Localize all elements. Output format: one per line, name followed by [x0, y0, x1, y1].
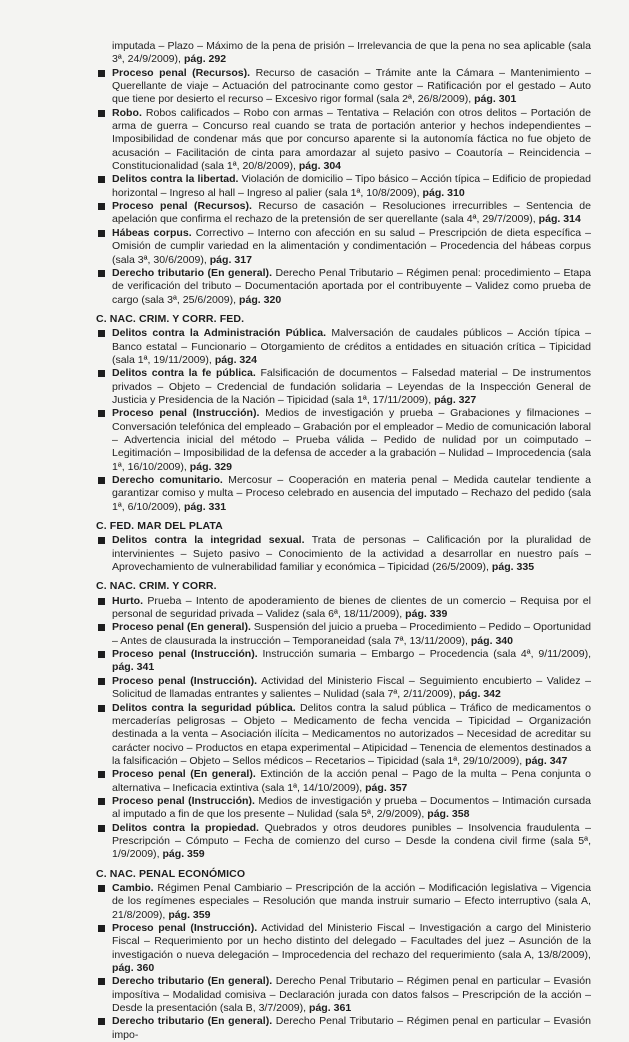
court-section	[96, 868, 591, 1042]
entry-text: Medios de investigación y prueba – Grabaciones y filmaciones – Conversación telefónica del empleado – Grabación por el empleador – Medio de comunicación laboral – Advertencia inicial del método – Prueba válida – Pedido de nulidad por un coimputado – Legitimación – Imposibilidad de la defensa de acceder a la grabación – Nulidad – Improcedencia (sala 1ª, 16/10/2009),	[112, 407, 591, 473]
court-section	[96, 67, 591, 307]
index-entry	[96, 200, 591, 227]
page-reference: pág. 317	[209, 253, 252, 266]
entry-text: Extinción de la acción penal – Pago de la multa – Pena conjunta o alternativa – Ineficacia extintiva (sala 1ª, 14/10/2009),	[112, 768, 591, 794]
court-heading: C. NAC. CRIM. Y CORR.	[96, 580, 217, 593]
entry-topic: Delitos contra la propiedad.	[112, 821, 259, 834]
bullet-square-icon	[98, 885, 105, 892]
entry-topic: Robo.	[112, 106, 142, 119]
index-entry	[96, 702, 591, 769]
page-reference: pág. 341	[112, 661, 155, 674]
index-entry	[96, 227, 591, 267]
court-heading: C. FED. MAR DEL PLATA	[96, 520, 223, 533]
entry-text: Falsificación de documentos – Falsedad material – De instrumentos privados – Objeto – Credencial de fundación solidaria – Leyendas de la Inspección General de Justicia y Presidencia de la Nación – Tipicidad (sala 1ª, 17/11/2009),	[112, 367, 591, 406]
entry-text: imputada – Plazo – Máximo de la pena de prisión – Irrelevancia de que la pena no sea aplicable (sala 3ª, 24/9/2009),	[112, 40, 591, 66]
page-reference: pág. 360	[112, 962, 155, 975]
bullet-square-icon	[98, 925, 105, 932]
page-reference: pág. 329	[189, 460, 233, 473]
court-section	[96, 580, 591, 861]
bullet-square-icon	[98, 624, 105, 631]
index-entry	[96, 768, 591, 795]
page-reference: pág. 357	[365, 781, 408, 794]
bullet-square-icon	[98, 537, 105, 544]
entry-topic: Hábeas corpus.	[112, 226, 192, 239]
page-reference: pág. 331	[183, 500, 227, 513]
entry-text: Violación de domicilio – Tipo básico – Acción típica – Edificio de propiedad horizontal – Ingreso al hall – Ingreso al palier (sala 1ª, 10/8/2009),	[112, 173, 591, 199]
entry-topic: Proceso penal (Instrucción).	[112, 794, 255, 807]
entry-topic: Proceso penal (Recursos).	[112, 66, 251, 79]
bullet-square-icon	[98, 370, 105, 377]
index-entry	[96, 882, 591, 922]
court-heading: C. NAC. PENAL ECONÓMICO	[96, 867, 246, 880]
bullet-square-icon	[98, 410, 105, 417]
page-reference: pág. 359	[168, 908, 211, 921]
entry-text: Derecho Penal Tributario – Régimen penal en particular – Evasión imposítiva – Modalidad comisiva – Declaración jurada con datos falsos – Prescripción de la acción – Desde la presentación (sala B, 3/7/2009),	[112, 975, 591, 1015]
entry-topic: Delitos contra la Administración Pública.	[112, 327, 327, 340]
entry-text: Actividad del Ministerio Fiscal – Seguimiento encubierto – Validez – Solicitud de llamadas entrantes y salientes – Nulidad (sala 7ª, 2/11/2009),	[112, 674, 592, 701]
page-reference: pág. 361	[309, 1002, 352, 1015]
index-entry	[96, 107, 591, 174]
bullet-square-icon	[98, 270, 105, 277]
entry-text: Derecho Penal Tributario – Régimen penal: procedimiento – Etapa de verificación del tributo – Documentación aportada por el contribuyente – Validez como prueba de cargo (sala 3ª, 25/6/2009),	[112, 266, 592, 306]
entry-text: Prueba – Intento de apoderamiento de bienes de clientes de un comercio – Requisa por el personal de seguridad privada – Validez (sala 6ª, 18/11/2009),	[112, 594, 591, 621]
page-reference: pág. 292	[183, 53, 227, 66]
entry-text: Robos calificados – Robo con armas – Tentativa – Relación con otros delitos – Portación de arma de guerra – Concurso real cuando se trata de portación anterior y hechos independientes – Imposibilidad de condenar más que por concurso aparente si la autonomía fáctica no fue objeto de acusación – Facilitación de cinta para amordazar al sujeto pasivo – Coautoría – Reincidencia – Constitucionalidad (sala 1ª, 20/8/2009),	[112, 106, 591, 173]
entry-text: Recurso de casación – Trámite ante la Cámara – Mantenimiento – Querellante de viaje – Actuación del patrocinante como gestor – Ratificación por el gestado – Auto que tiene por desierto el recurso – Excesivo rigor formal (sala 2ª, 26/8/2009),	[112, 66, 591, 106]
page-reference: pág. 320	[239, 293, 282, 306]
entry-text: Correctivo – Interno con afección en su salud – Prescripción de dieta específica – Omisión de cumplir variedad en la alimentación y condimentación – Procedencia del hábeas corpus (sala 3ª, 30/6/2009),	[112, 226, 592, 266]
bullet-square-icon	[98, 70, 105, 77]
page-reference: pág. 340	[470, 634, 514, 647]
index-entry	[96, 173, 591, 200]
bullet-square-icon	[98, 678, 105, 685]
index-entry	[96, 922, 591, 975]
entry-text: Recurso de casación – Resoluciones irrecurribles – Sentencia de apelación que confirma el rechazo de la pretensión de ser querellante (sala 4ª, 29/7/2009),	[112, 200, 591, 226]
index-entry	[96, 534, 591, 574]
entry-topic: Proceso penal (Instrucción).	[112, 922, 258, 934]
entry-topic: Proceso penal (En general).	[112, 768, 256, 781]
bullet-square-icon	[98, 330, 105, 337]
entry-topic: Proceso penal (Instrucción).	[112, 407, 260, 420]
page-reference: pág. 335	[491, 561, 535, 574]
index-entry	[96, 327, 591, 367]
page-reference: pág. 359	[162, 848, 205, 861]
entry-topic: Proceso penal (Instrucción).	[112, 648, 258, 661]
index-entry	[96, 648, 591, 675]
index-entry	[96, 795, 591, 822]
entry-text: Delitos contra la salud pública – Tráfico de medicamentos o mercaderías peligrosas – Objeto – Medicamento de fecha vencida – Tipicidad – Organización destinada a la venta – Asociación ilícita – Medicamentos no autorizados – Necesidad de acreditar su carácter nocivo – Productos en etapa experimental – Atipicidad – Tenencia de elementos destinados a la falsificación – Objeto – Sellos médicos – Recetarios – Tipicidad (sala 1ª, 29/10/2009),	[112, 701, 591, 767]
entry-topic: Hurto.	[112, 594, 144, 607]
index-entry	[96, 621, 591, 648]
page-reference: pág. 342	[458, 688, 501, 701]
index-entry	[96, 1015, 591, 1042]
page-reference: pág. 324	[214, 353, 258, 366]
page-reference: pág. 327	[434, 393, 477, 406]
index-entry	[96, 822, 591, 862]
entry-topic: Proceso penal (Recursos).	[112, 200, 252, 213]
entry-text: Régimen Penal Cambiario – Prescripción de la acción – Modificación legislativa – Vigencia de los regímenes especiales – Resolución que manda instruir sumario – Efecto interruptivo (sala A, 21/8/2009),	[112, 881, 591, 921]
entry-topic: Derecho tributario (En general).	[112, 1015, 273, 1028]
entry-topic: Delitos contra la integridad sexual.	[112, 534, 305, 547]
entry-topic: Delitos contra la seguridad pública.	[112, 701, 296, 714]
page-reference: pág. 314	[538, 213, 581, 226]
entry-topic: Derecho tributario (En general).	[112, 266, 273, 279]
entry-topic: Proceso penal (Instrucción).	[112, 674, 258, 687]
entry-text: Medios de investigación y prueba – Documentos – Intimación cursada al imputado a fin de que los presente – Nulidad (sala 5ª, 2/9/2009),	[112, 794, 592, 821]
bullet-square-icon	[98, 651, 105, 658]
entry-topic: Proceso penal (En general).	[112, 621, 251, 634]
bullet-square-icon	[98, 176, 105, 183]
page-reference: pág. 347	[525, 754, 568, 767]
page-reference: pág. 358	[427, 808, 470, 821]
entry-topic: Delitos contra la fe pública.	[112, 367, 256, 380]
page-reference: pág. 304	[298, 160, 342, 173]
bullet-square-icon	[98, 598, 105, 605]
bullet-square-icon	[98, 230, 105, 237]
court-section	[96, 520, 591, 574]
continuation-entry	[96, 40, 591, 67]
entry-text: Suspensión del juicio a prueba – Procedimiento – Pedido – Oportunidad – Antes de clausurada la instrucción – Temporaneidad (sala 7ª, 13/11/2009),	[112, 621, 591, 647]
index-entry	[96, 675, 591, 702]
bullet-square-icon	[98, 825, 105, 832]
bullet-square-icon	[98, 798, 105, 805]
entry-topic: Delitos contra la libertad.	[112, 173, 239, 186]
entry-text: Quebrados y otros deudores punibles – Insolvencia fraudulenta – Prescripción – Cómputo – Fecha de comienzo del curso – Desde la condena civil firme (sala 5ª, 1/9/2009),	[112, 821, 591, 861]
entry-text: Trata de personas – Calificación por la pluralidad de intervinientes – Sujeto pasivo – Conocimiento de la actividad a desarrollar en nuestro país – Aprovechamiento de vulnerabilidad familiar y económica – Tipicidad (26/5/2009),	[112, 534, 591, 574]
bullet-square-icon	[98, 1018, 105, 1025]
court-section	[96, 313, 591, 514]
index-entry	[96, 67, 591, 107]
index-entry	[96, 267, 591, 307]
entry-topic: Cambio.	[112, 881, 154, 894]
bullet-square-icon	[98, 771, 105, 778]
entry-text: Actividad del Ministerio Fiscal – Investigación a cargo del Ministerio Fiscal – Requerimiento por un hecho distinto del delegado – Facultades del juez – Asunción de la investigación o nueva delegación – Improcedencia del rechazo del requerimiento (sala A, 13/8/2009),	[112, 922, 592, 961]
bullet-square-icon	[98, 203, 105, 210]
entry-text: Malversación de caudales públicos – Acción típica – Banco estatal – Funcionario – Otorgamiento de créditos a entidades en situación crítica – Tipicidad (sala 1ª, 19/11/2009),	[112, 327, 591, 366]
index-sections	[96, 67, 591, 1042]
entry-text: Derecho Penal Tributario – Régimen penal en particular – Evasión impo-	[112, 1015, 591, 1041]
bullet-square-icon	[98, 705, 105, 712]
index-entry	[96, 367, 591, 407]
page-reference: pág. 339	[405, 608, 448, 621]
entry-topic: Derecho comunitario.	[112, 474, 223, 486]
index-entry	[96, 474, 591, 514]
index-entry	[96, 975, 591, 1015]
bullet-square-icon	[98, 110, 105, 117]
court-heading: C. NAC. CRIM. Y CORR. FED.	[96, 312, 245, 325]
index-entry	[96, 407, 591, 474]
entry-topic: Derecho tributario (En general).	[112, 975, 273, 988]
entry-text: Mercosur – Cooperación en materia penal – Medida cautelar tendiente a garantizar comiso y multa – Proceso celebrado en ausencia del imputado – Rechazo del pedido (sala 1ª, 6/10/2009),	[112, 474, 591, 513]
bullet-square-icon	[98, 978, 105, 985]
entry-text: Instrucción sumaria – Embargo – Procedencia (sala 4ª, 9/11/2009),	[262, 648, 592, 661]
bullet-square-icon	[98, 477, 105, 484]
page-reference: pág. 310	[422, 186, 465, 199]
index-entry	[96, 595, 591, 622]
page-reference: pág. 301	[474, 93, 517, 106]
